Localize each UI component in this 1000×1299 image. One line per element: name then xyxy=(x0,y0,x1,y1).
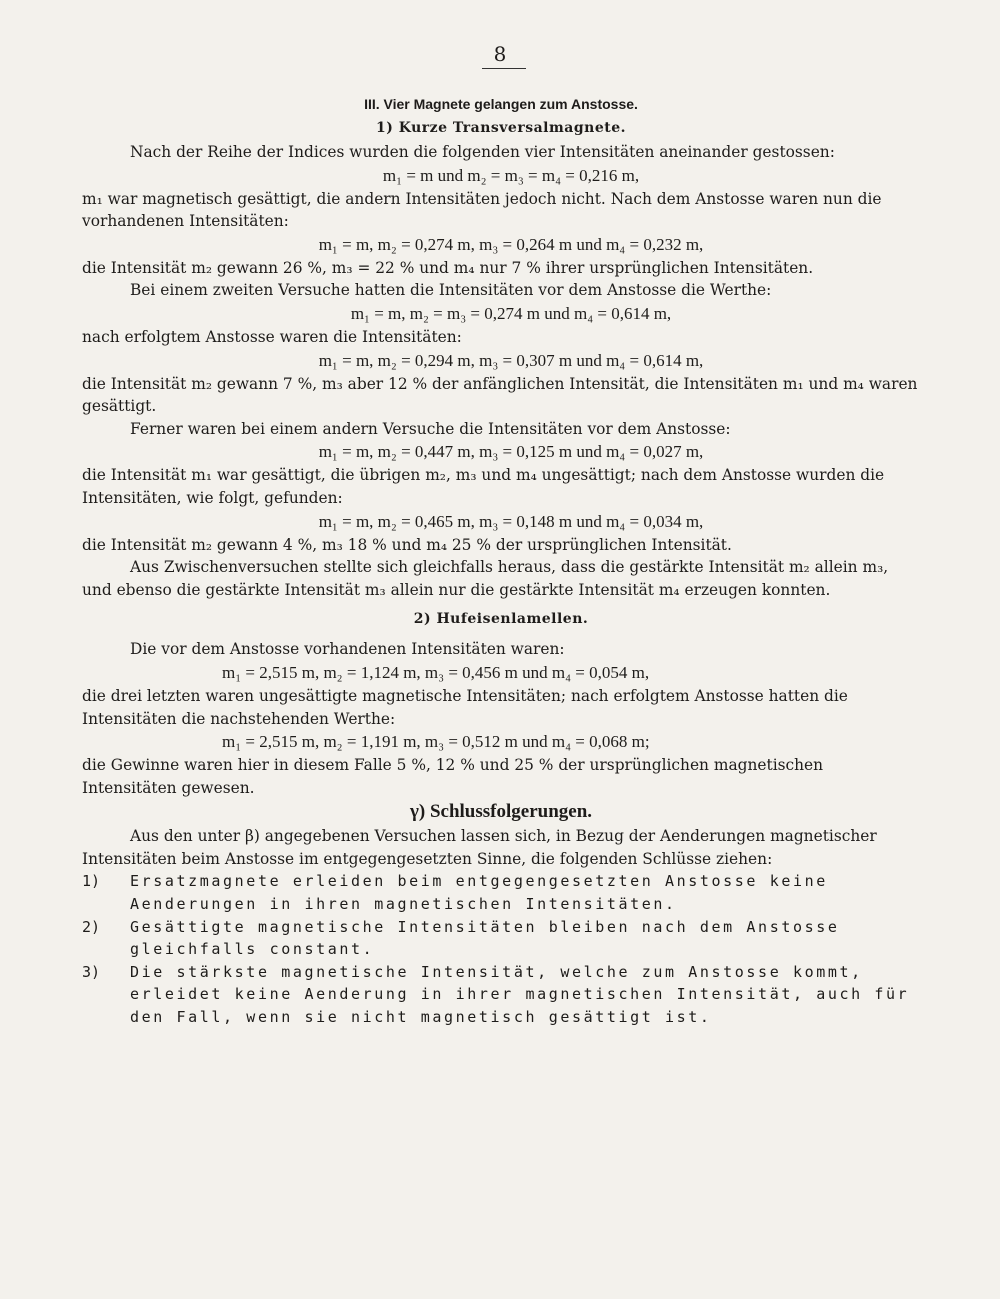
list-text: Die stärkste magnetische Intensität, welche zum Anstosse kommt, erleidet keine Aenderung in ihrer magnetischen Intensität, auch für den Fall, wenn sie nicht magnetisch gesättigt ist. xyxy=(130,962,910,1027)
text-column xyxy=(82,92,920,1029)
equation: m₁ = m und m₂ = m₃ = m₄ = 0,216 m, xyxy=(382,165,640,185)
equation: m₁ = m, m₂ = 0,274 m, m₃ = 0,264 m und m₄ = 0,232 m, xyxy=(318,234,704,254)
paragraph: nach erfolgtem Anstosse waren die Intensitäten: xyxy=(82,327,462,346)
list-text: Ersatzmagnete erleiden beim entgegengesetzten Anstosse keine Aenderungen in ihren magnetischen Intensitäten. xyxy=(130,872,828,914)
equation: m₁ = m, m₂ = 0,465 m, m₃ = 0,148 m und m₄ = 0,034 m, xyxy=(318,511,704,531)
paragraph: die drei letzten waren ungesättigte magnetische Intensitäten; nach erfolgtem Anstosse hatten die Intensitäten die nachstehenden Werthe: xyxy=(82,686,848,728)
paragraph: die Gewinne waren hier in diesem Falle 5 %, 12 % und 25 % der ursprünglichen magnetischen Intensitäten gewesen. xyxy=(82,756,824,797)
list-text: Gesättigte magnetische Intensitäten bleiben nach dem Anstosse gleichfalls constant. xyxy=(130,917,840,959)
conclusions-list xyxy=(82,870,920,1028)
section-title: III. Vier Magnete gelangen zum Anstosse. xyxy=(364,96,638,112)
subsection-title-1: 1) Kurze Transversalmagnete. xyxy=(376,120,626,136)
paragraph: m₁ war magnetisch gesättigt, die andern Intensitäten jedoch nicht. Nach dem Anstosse waren nun die vorhandenen Intensitäten: xyxy=(82,189,882,231)
equation: m₁ = m, m₂ = 0,294 m, m₃ = 0,307 m und m₄ = 0,614 m, xyxy=(318,350,704,370)
equation: m₁ = m, m₂ = m₃ = 0,274 m und m₄ = 0,614 m, xyxy=(350,303,672,323)
list-item xyxy=(82,961,920,1029)
equation: m₁ = 2,515 m, m₂ = 1,191 m, m₃ = 0,512 m und m₄ = 0,068 m; xyxy=(222,732,650,752)
paragraph: Bei einem zweiten Versuche hatten die Intensitäten vor dem Anstosse die Werthe: xyxy=(130,281,772,300)
equation: m₁ = m, m₂ = 0,447 m, m₃ = 0,125 m und m₄ = 0,027 m, xyxy=(318,442,704,462)
page-number: 8 xyxy=(493,42,507,66)
conclusions-title: γ) Schlussfolgerungen. xyxy=(409,801,593,823)
subsection-title-2: 2) Hufeisenlamellen. xyxy=(413,611,589,628)
paragraph: die Intensität m₂ gewann 4 %, m₃ 18 % und m₄ 25 % der ursprünglichen Intensität. xyxy=(82,535,732,554)
paragraph: Aus den unter β) angegebenen Versuchen lassen sich, in Bezug der Aenderungen magnetischer Intensitäten beim Anstosse im entgegengesetzten Sinne, die folgenden Schlüsse ziehen: xyxy=(82,827,877,868)
list-item xyxy=(82,916,920,961)
paragraph: Die vor dem Anstosse vorhandenen Intensitäten waren: xyxy=(130,640,565,659)
paragraph: die Intensität m₂ gewann 26 %, m₃ = 22 % und m₄ nur 7 % ihrer ursprünglichen Intensitäten. xyxy=(82,258,814,277)
equation: m₁ = 2,515 m, m₂ = 1,124 m, m₃ = 0,456 m und m₄ = 0,054 m, xyxy=(222,662,650,682)
paragraph: Ferner waren bei einem andern Versuche die Intensitäten vor dem Anstosse: xyxy=(130,419,731,438)
paragraph: Nach der Reihe der Indices wurden die folgenden vier Intensitäten aneinander gestossen: xyxy=(130,143,835,161)
page-number-rule xyxy=(482,68,526,69)
list-number: 2) xyxy=(82,917,101,936)
paragraph: Aus Zwischenversuchen stellte sich gleichfalls heraus, dass die gestärkte Intensität m₂ allein m₃, und ebenso die gestärkte Intensität m₃ allein nur die gestärkte Intensität m₄ erzeugen konnten. xyxy=(82,558,889,599)
list-number: 3) xyxy=(82,962,101,981)
paragraph: die Intensität m₁ war gesättigt, die übrigen m₂, m₃ und m₄ ungesättigt; nach dem Anstosse wurden die Intensitäten, wie folgt, gefunden: xyxy=(82,466,885,507)
list-number: 1) xyxy=(82,872,101,891)
list-item xyxy=(82,870,920,915)
paragraph: die Intensität m₂ gewann 7 %, m₃ aber 12 % der anfänglichen Intensität, die Intensitäten m₁ und m₄ waren gesättigt. xyxy=(82,374,918,416)
